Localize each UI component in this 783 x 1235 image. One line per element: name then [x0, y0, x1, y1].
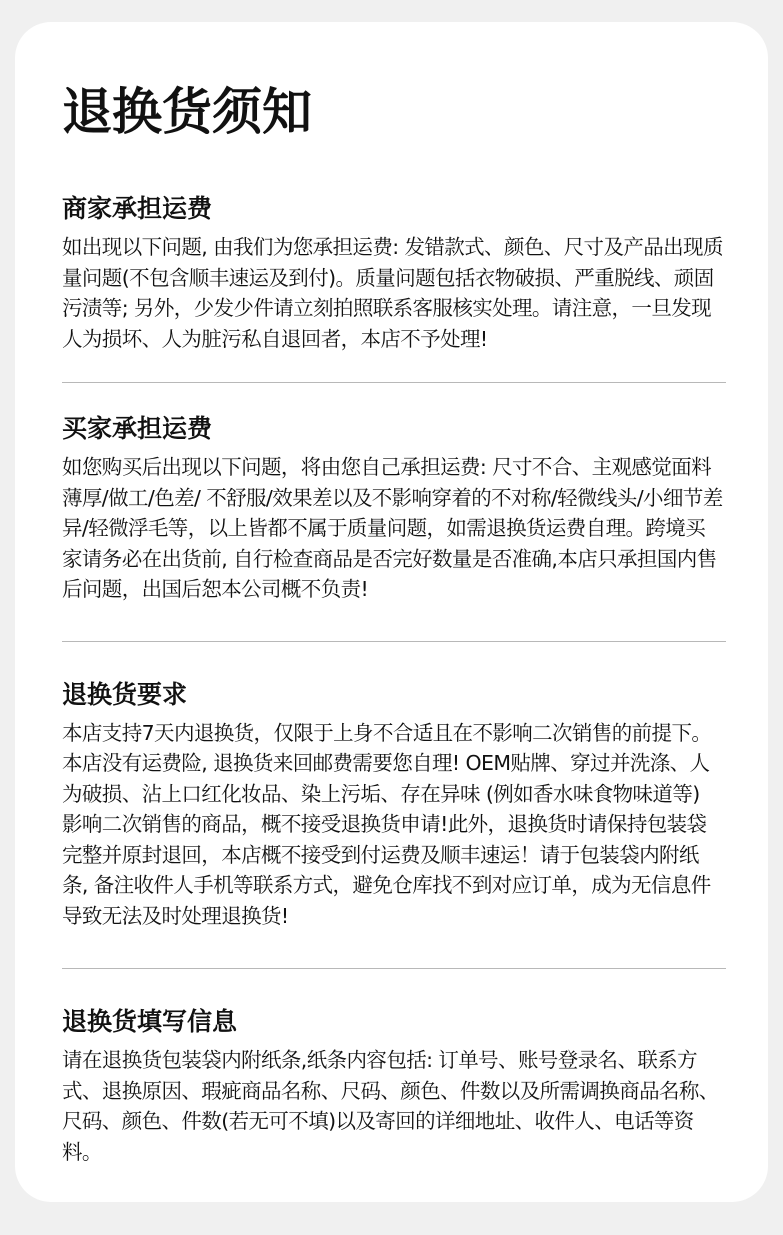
section-body: 请在退换货包装袋内附纸条,纸条内容包括: 订单号、账号登录名、联系方式、退换原因、瑕疵商品名称、尺码、颜色、件数以及所需调换商品名称、尺码、颜色、件数(若无可不填)以及寄回的详细地址、收件人、电话等资料。: [62, 1048, 719, 1164]
section-body: 本店支持7天内退换货，仅限于上身不合适且在不影响二次销售的前提下。本店没有运费险, 退换货来回邮费需要您自理! OEM贴牌、穿过并洗涤、人为破损、沾上口红化妆品、染上污垢、存在异味 (例如香水味食物味道等) 影响二次销售的商品，概不接受退换货申请!此外，退换货时请保持包装袋完整并原封退回，本店概不接受到付运费及顺丰速运！请于包装袋内附纸条, 备注收件人手机等联系方式，避免仓库找不到对应订单，成为无信息件导致无法及时处理退换货!: [62, 720, 712, 928]
section-return-info: [62, 1005, 721, 1167]
section-body: 如您购买后出现以下问题，将由您自己承担运费: 尺寸不合、主观感觉面料薄厚/做工/色差/ 不舒服/效果差以及不影响穿着的不对称/轻微线头/小细节差异/轻微浮毛等，以上皆都不属于质量问题，如需退换货运费自理。跨境买家请务必在出货前, 自行检查商品是否完好数量是否准确,本店只承担国内售后问题，出国后恕本公司概不负责!: [62, 455, 723, 601]
section-return-requirements: [62, 678, 721, 932]
section-heading: 退换货填写信息: [62, 1007, 238, 1036]
section-heading: 退换货要求: [62, 679, 188, 709]
section-divider: [62, 382, 726, 383]
section-divider: [62, 968, 726, 969]
section-divider: [62, 641, 726, 642]
section-heading: 买家承担运费: [62, 414, 213, 443]
section-seller-pays-shipping: [62, 192, 721, 354]
page-title: 退换货须知: [62, 83, 312, 141]
section-heading: 商家承担运费: [62, 194, 213, 223]
section-body: 如出现以下问题, 由我们为您承担运费: 发错款式、颜色、尺寸及产品出现质量问题(不包含顺丰速运及到付)。质量问题包括衣物破损、严重脱线、顽固污渍等; 另外，少发少件请立刻拍照联系客服核实处理。请注意，一旦发现人为损坏、人为脏污私自退回者，本店不予处理!: [62, 235, 723, 351]
section-buyer-pays-shipping: [62, 412, 721, 605]
notice-card: [15, 22, 768, 1202]
